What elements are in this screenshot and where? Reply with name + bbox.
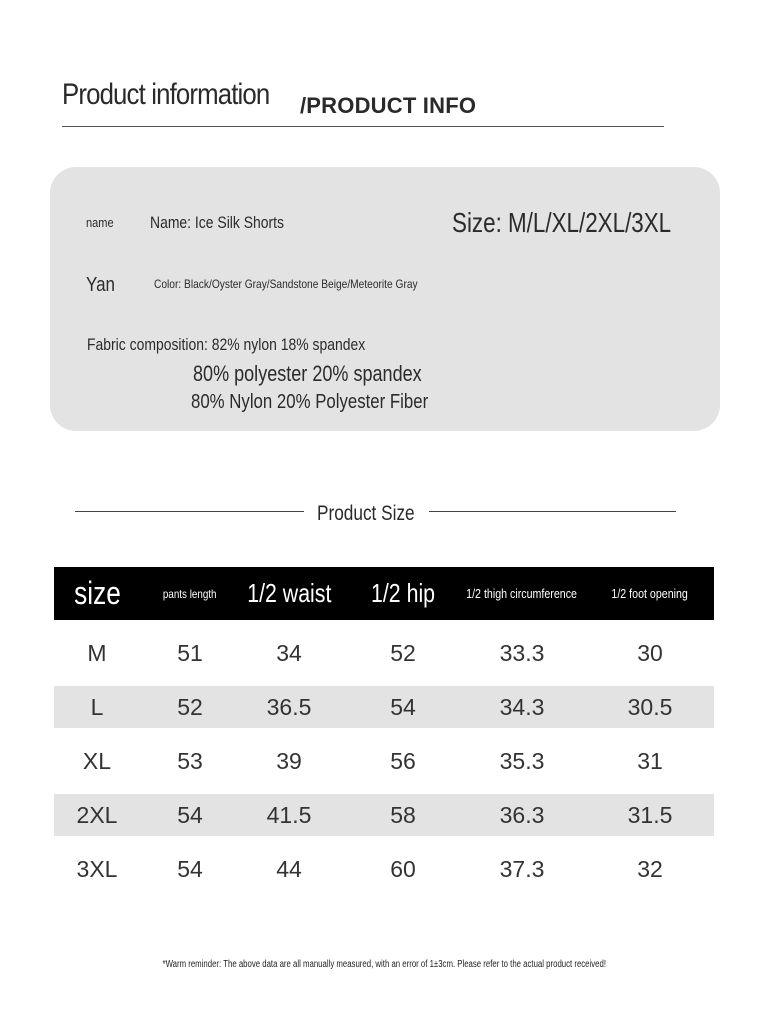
table-cell: 35.3 [499, 747, 545, 774]
size-table [54, 567, 714, 890]
header-cell: 1/2 waist [246, 578, 332, 608]
table-cell: 60 [390, 855, 416, 882]
footer-note [0, 959, 768, 970]
table-row [54, 686, 714, 728]
table-row [54, 740, 714, 782]
table-cell: 53 [177, 747, 203, 774]
table-cell: 51 [177, 639, 203, 666]
table-cell: 31 [637, 747, 663, 774]
table-cell: 37.3 [499, 855, 545, 882]
table-cell: 44 [276, 855, 302, 882]
product-colors: Color: Black/Oyster Gray/Sandstone Beige/Meteorite Gray [154, 277, 418, 291]
table-cell: 52 [177, 693, 203, 720]
table-cell: M [87, 639, 107, 666]
color-label: Yan [86, 274, 115, 296]
section-title: Product Size [317, 502, 415, 525]
header-cell: 1/2 hip [370, 578, 436, 608]
table-cell: 41.5 [266, 801, 312, 828]
table-cell: 39 [276, 747, 302, 774]
page-title: Product information [62, 78, 270, 111]
header-cell: 1/2 foot opening [611, 586, 689, 601]
page-subtitle: /PRODUCT INFO [300, 93, 477, 118]
table-header [54, 567, 714, 620]
warm-reminder: *Warm reminder: The above data are all manually measured, with an error of 1±3cm. Please refer to the actual product received! [162, 959, 606, 970]
table-cell: 32 [637, 855, 663, 882]
table-cell: 30 [637, 639, 663, 666]
table-cell: 36.3 [499, 801, 545, 828]
table-row [54, 794, 714, 836]
table-cell: 34.3 [499, 693, 545, 720]
table-cell: 56 [390, 747, 416, 774]
product-sizes: Size: M/L/XL/2XL/3XL [452, 207, 672, 238]
table-cell: 3XL [76, 855, 118, 882]
table-cell: 31.5 [627, 801, 673, 828]
table-row [54, 632, 714, 674]
section-heading [75, 500, 676, 530]
table-cell: 54 [177, 855, 203, 882]
table-row [54, 848, 714, 890]
fabric-alt-2: 80% Nylon 20% Polyester Fiber [191, 391, 429, 413]
table-cell: 33.3 [499, 639, 545, 666]
table-cell: L [90, 693, 104, 720]
page-header [62, 78, 664, 128]
table-cell: 54 [390, 693, 416, 720]
table-cell: 34 [276, 639, 302, 666]
table-cell: 54 [177, 801, 203, 828]
table-cell: 2XL [76, 801, 118, 828]
product-info-panel [50, 167, 720, 431]
header-cell: size [73, 575, 121, 611]
section-divider-left [75, 511, 304, 512]
table-cell: 52 [390, 639, 416, 666]
header-divider [62, 126, 664, 127]
header-cell: 1/2 thigh circumference [466, 586, 578, 601]
table-cell: 30.5 [627, 693, 673, 720]
section-divider-right [429, 511, 676, 512]
table-cell: 36.5 [266, 693, 312, 720]
table-cell: 58 [390, 801, 416, 828]
table-cell: XL [82, 747, 112, 774]
name-label: name [86, 215, 114, 230]
fabric-composition: Fabric composition: 82% nylon 18% spandex [87, 335, 366, 354]
fabric-alt-1: 80% polyester 20% spandex [193, 361, 422, 386]
header-cell: pants length [163, 586, 217, 601]
product-name: Name: Ice Silk Shorts [150, 213, 285, 232]
